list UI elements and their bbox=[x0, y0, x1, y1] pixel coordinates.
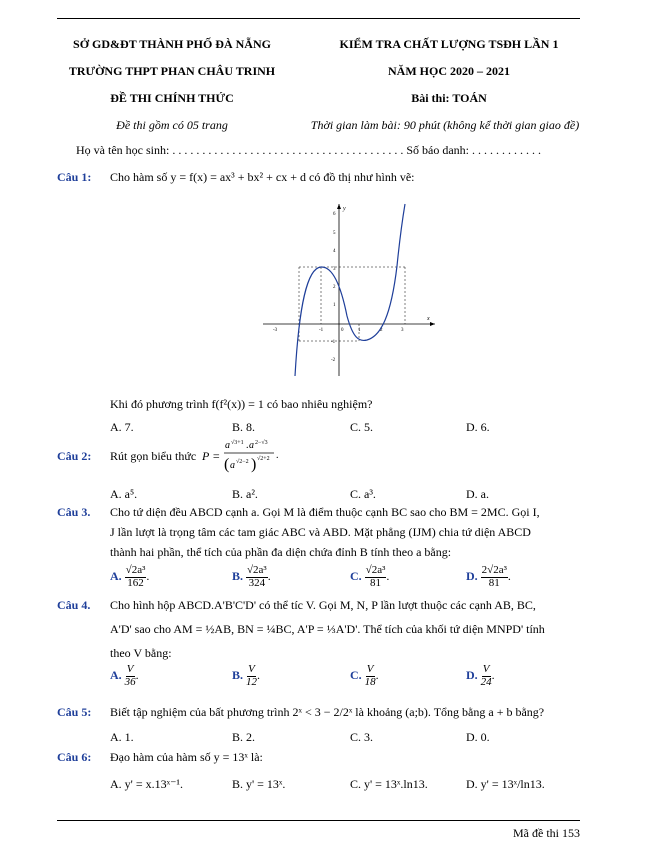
svg-text:.: . bbox=[246, 440, 249, 451]
q2-option-b: B. a². bbox=[232, 487, 258, 501]
q2-option-a: A. a⁵. bbox=[110, 487, 138, 501]
header-school-year: NĂM HỌC 2020 – 2021 bbox=[388, 64, 510, 78]
q3-option-a: A. $\frac{\text{√2a³}}{162}$ . bbox=[110, 564, 150, 589]
q3-line1: Cho tứ diện đều ABCD cạnh a. Gọi M là điểm thuộc cạnh BC sao cho BM = 2MC. Gọi I, bbox=[110, 505, 540, 519]
svg-text:a: a bbox=[230, 460, 235, 471]
q5-text: Biết tập nghiệm của bất phương trình 2ˣ < 3 − 2/2ˣ là khoảng (a;b). Tổng bằng a + b bằng? bbox=[110, 705, 545, 719]
q2-expression bbox=[222, 436, 292, 478]
q1-option-d: D. 6. bbox=[466, 420, 490, 434]
q2-option-d: D. a. bbox=[466, 487, 489, 501]
graph-ytick: 3 bbox=[333, 267, 336, 272]
q1-label: Câu 1: bbox=[57, 170, 92, 184]
q5-label: Câu 5: bbox=[57, 705, 92, 719]
bottom-rule bbox=[57, 820, 580, 821]
graph-ytick: 6 bbox=[333, 212, 336, 217]
q6-option-b: B. y' = 13ˣ. bbox=[232, 777, 286, 791]
graph-xtick: -1 bbox=[319, 328, 324, 333]
graph-ytick: -2 bbox=[331, 358, 336, 363]
graph-ytick: 2 bbox=[333, 285, 336, 290]
graph-origin: 0 bbox=[341, 328, 344, 333]
svg-text:a: a bbox=[249, 440, 254, 451]
q6-option-d: D. y' = 13ˣ/ln13. bbox=[466, 777, 545, 791]
student-info-line: Họ và tên học sinh: . . . . . . . . . . . . . . . . . . . . . . . . . . . . . . . . . . . . . . . Số báo danh: . . . . . . . . . . . . bbox=[76, 143, 541, 157]
header-school: TRƯỜNG THPT PHAN CHÂU TRINH bbox=[68, 64, 276, 78]
graph-ytick: -1 bbox=[331, 340, 336, 345]
q2-text: Rút gọn biểu thức bbox=[110, 449, 197, 463]
svg-text:√2−2: √2−2 bbox=[236, 459, 249, 465]
q3-option-b: B. $\frac{\text{√2a³}}{324}$ . bbox=[232, 564, 271, 589]
svg-text:.: . bbox=[276, 450, 279, 461]
q1-text: Cho hàm số y = f(x) = ax³ + bx² + cx + d có đồ thị như hình vẽ: bbox=[110, 170, 415, 184]
top-rule bbox=[57, 18, 580, 19]
q3-option-d: D. $\frac{\text{2√2a³}}{81}$ . bbox=[466, 564, 511, 589]
q5-option-d: D. 0. bbox=[466, 730, 490, 744]
header-department: SỞ GD&ĐT THÀNH PHỐ ĐÀ NẴNG bbox=[73, 37, 271, 51]
q1-cubic-graph bbox=[255, 196, 445, 378]
q4-option-a: A. $\frac{V}{36}$ . bbox=[110, 663, 139, 688]
q4-option-c: C. $\frac{V}{18}$ . bbox=[350, 663, 379, 688]
header-subject: Bài thi: TOÁN bbox=[411, 91, 487, 105]
q5-option-c: C. 3. bbox=[350, 730, 374, 744]
svg-text:√3+1: √3+1 bbox=[231, 440, 244, 446]
svg-text:√2+2: √2+2 bbox=[257, 456, 270, 462]
q5-option-b: B. 2. bbox=[232, 730, 256, 744]
q1-option-c: C. 5. bbox=[350, 420, 374, 434]
header-exam-title: KIỂM TRA CHẤT LƯỢNG TSĐH LẦN 1 bbox=[339, 37, 559, 51]
q2-expr-lhs: P = bbox=[202, 449, 221, 463]
q6-option-c: C. y' = 13ˣ.ln13. bbox=[350, 777, 428, 791]
q4-option-d: D. $\frac{V}{24}$ . bbox=[466, 663, 495, 688]
exam-code: Mã đề thi 153 bbox=[513, 826, 580, 840]
q2-label: Câu 2: bbox=[57, 449, 92, 463]
header-pages: Đề thi gồm có 05 trang bbox=[116, 118, 228, 132]
q1-option-a: A. 7. bbox=[110, 420, 134, 434]
graph-ytick: 1 bbox=[333, 303, 336, 308]
graph-ytick: 5 bbox=[333, 231, 336, 236]
header-official: ĐỀ THI CHÍNH THỨC bbox=[110, 91, 234, 105]
q3-option-c: C. $\frac{\text{√2a³}}{81}$ . bbox=[350, 564, 390, 589]
q4-line1: Cho hình hộp ABCD.A'B'C'D' có thể tíc V. Gọi M, N, P lần lượt thuộc các cạnh AB, BC, bbox=[110, 598, 536, 612]
q3-line2: J lần lượt là trọng tâm các tam giác ABC và ABD. Mặt phẳng (IJM) chia tứ diện ABCD bbox=[110, 525, 531, 539]
q1-option-b: B. 8. bbox=[232, 420, 256, 434]
header-duration: Thời gian làm bài: 90 phút (không kể thời gian giao đề) bbox=[310, 118, 580, 132]
q5-option-a: A. 1. bbox=[110, 730, 134, 744]
q3-label: Câu 3. bbox=[57, 505, 91, 519]
q4-option-b: B. $\frac{V}{12}$ . bbox=[232, 663, 261, 688]
svg-text:2−√3: 2−√3 bbox=[255, 440, 268, 446]
graph-y-label: y bbox=[343, 206, 346, 212]
q6-text: Đạo hàm của hàm số y = 13ˣ là: bbox=[110, 750, 263, 764]
q3-line3: thành hai phần, thể tích của phần đa diện chứa đỉnh B tính theo a bằng: bbox=[110, 545, 452, 559]
graph-ytick: 4 bbox=[333, 249, 336, 254]
q1-question: Khi đó phương trình f(f²(x)) = 1 có bao nhiêu nghiệm? bbox=[110, 397, 373, 411]
q4-label: Câu 4. bbox=[57, 598, 91, 612]
q6-option-a: A. y' = x.13ˣ⁻¹. bbox=[110, 777, 183, 791]
graph-xtick: 2 bbox=[380, 328, 383, 333]
svg-text:a: a bbox=[225, 440, 230, 451]
svg-text:): ) bbox=[251, 456, 257, 473]
svg-text:(: ( bbox=[224, 456, 230, 473]
graph-x-label: x bbox=[427, 316, 430, 322]
graph-xtick: 1 bbox=[358, 328, 361, 333]
q2-option-c: C. a³. bbox=[350, 487, 376, 501]
q4-line2: A'D' sao cho AM = ½AB, BN = ¼BC, A'P = ⅓A'D'. Thể tích của khối tứ diện MNPD' tính bbox=[110, 622, 545, 636]
graph-xtick: -3 bbox=[273, 328, 278, 333]
graph-xtick: 3 bbox=[401, 328, 404, 333]
q4-line3: theo V bằng: bbox=[110, 646, 172, 660]
q6-label: Câu 6: bbox=[57, 750, 92, 764]
